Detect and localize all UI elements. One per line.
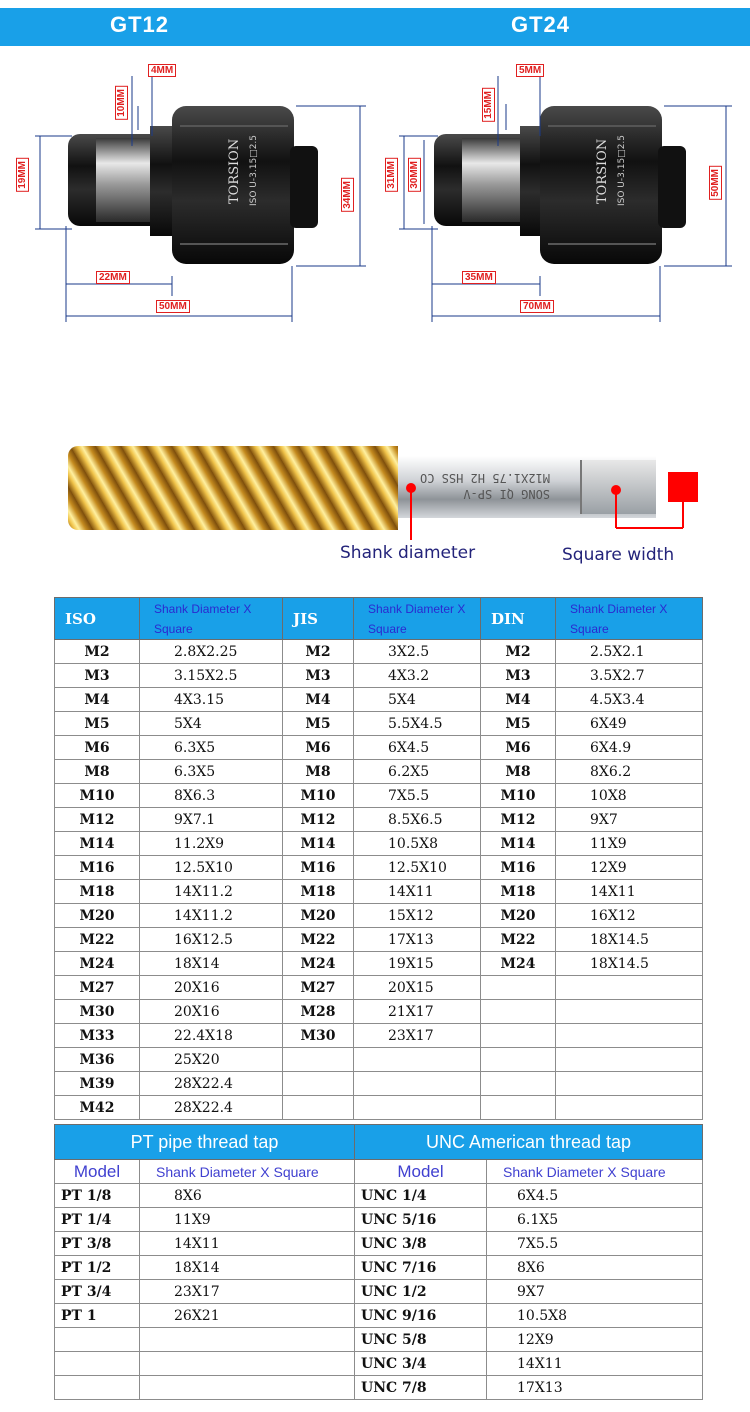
pt-title: PT pipe thread tap [55,1125,355,1160]
jis-model-cell: M12 [283,808,354,832]
svg-text:TORSION: TORSION [227,138,242,204]
pt-size-cell: 11X9 [140,1208,355,1232]
jis-model-cell: M4 [283,688,354,712]
jis-model-cell: M27 [283,976,354,1000]
iso-model-cell: M14 [55,832,140,856]
pt-size-cell [140,1376,355,1400]
din-size-cell [556,1072,703,1096]
iso-size-cell: 20X16 [140,1000,283,1024]
din-size-cell: 8X6.2 [556,760,703,784]
jis-model-cell [283,1096,354,1120]
pt-size-header: Shank Diameter X Square [140,1160,355,1184]
iso-size-cell: 12.5X10 [140,856,283,880]
gt24-dim-body: 50MM [709,166,722,200]
iso-size-cell: 25X20 [140,1048,283,1072]
din-size-cell: 14X11 [556,880,703,904]
iso-model-cell: M30 [55,1000,140,1024]
din-size-cell: 9X7 [556,808,703,832]
din-model-cell: M10 [481,784,556,808]
din-model-cell: M24 [481,952,556,976]
header-bar [0,8,750,46]
iso-model-cell: M2 [55,640,140,664]
jis-size-cell [354,1048,481,1072]
table-row [55,664,703,688]
din-model-cell: M3 [481,664,556,688]
din-size-cell: 18X14.5 [556,928,703,952]
pt-size-cell: 23X17 [140,1280,355,1304]
unc-size-cell: 12X9 [487,1328,703,1352]
din-model-cell [481,1024,556,1048]
svg-text:TORSION: TORSION [595,138,610,204]
pt-size-cell [140,1328,355,1352]
gt12-dim-gap: 4MM [148,64,176,77]
metric-table-header [55,598,703,640]
unc-size-cell: 10.5X8 [487,1304,703,1328]
table-row [55,1280,703,1304]
din-header: DIN [481,598,556,640]
pt-size-cell: 18X14 [140,1256,355,1280]
din-size-cell: 10X8 [556,784,703,808]
jis-model-cell: M3 [283,664,354,688]
jis-model-cell: M5 [283,712,354,736]
square-width-caption: Square width [562,545,675,565]
din-model-cell: M5 [481,712,556,736]
din-model-cell: M18 [481,880,556,904]
unc-size-cell: 9X7 [487,1280,703,1304]
jis-model-cell: M22 [283,928,354,952]
unc-model-header: Model [355,1160,487,1184]
unc-size-cell: 7X5.5 [487,1232,703,1256]
jis-model-cell: M18 [283,880,354,904]
jis-model-cell: M6 [283,736,354,760]
din-model-cell [481,976,556,1000]
gt24-chuck [399,76,732,322]
unc-model-cell: UNC 3/8 [355,1232,487,1256]
din-size-cell: 11X9 [556,832,703,856]
pt-size-cell: 14X11 [140,1232,355,1256]
chuck-drawings [0,46,750,376]
din-model-cell [481,1072,556,1096]
jis-model-cell: M20 [283,904,354,928]
iso-model-cell: M36 [55,1048,140,1072]
jis-size-cell [354,1072,481,1096]
iso-model-cell: M24 [55,952,140,976]
gt24-dim-depth: 15MM [482,88,495,122]
iso-size-cell: 5X4 [140,712,283,736]
jis-size-cell: 20X15 [354,976,481,1000]
pt-size-cell [140,1352,355,1376]
gt12-chuck [35,76,366,322]
jis-size-cell: 21X17 [354,1000,481,1024]
iso-model-cell: M39 [55,1072,140,1096]
jis-size-header: Shank Diameter X Square [354,598,481,640]
gt24-dim-gap: 5MM [516,64,544,77]
unc-model-cell: UNC 1/4 [355,1184,487,1208]
din-model-cell: M20 [481,904,556,928]
iso-size-cell: 16X12.5 [140,928,283,952]
pt-size-cell: 26X21 [140,1304,355,1328]
table-row [55,832,703,856]
gt12-dim-body: 34MM [341,178,354,212]
jis-size-cell: 23X17 [354,1024,481,1048]
unc-model-cell: UNC 7/16 [355,1256,487,1280]
tap-etching: SONG QI SP-V M12X1.75 H2 HSS CO [420,471,551,501]
din-model-cell [481,1096,556,1120]
pt-model-cell: PT 1/2 [55,1256,140,1280]
gt12-title: GT12 [110,12,170,37]
thread-table-titles [55,1125,703,1160]
unc-model-cell: UNC 5/16 [355,1208,487,1232]
unc-model-cell: UNC 9/16 [355,1304,487,1328]
table-row [55,1096,703,1120]
din-model-cell: M6 [481,736,556,760]
jis-model-cell: M28 [283,1000,354,1024]
pt-size-cell: 8X6 [140,1184,355,1208]
iso-model-cell: M5 [55,712,140,736]
iso-model-cell: M27 [55,976,140,1000]
iso-size-cell: 14X11.2 [140,880,283,904]
jis-size-cell: 10.5X8 [354,832,481,856]
iso-size-cell: 14X11.2 [140,904,283,928]
pt-model-cell: PT 3/8 [55,1232,140,1256]
thread-table-column-headers [55,1160,703,1184]
gt24-dim-shank-b: 30MM [408,158,421,192]
unc-size-cell: 14X11 [487,1352,703,1376]
din-size-cell [556,976,703,1000]
metric-size-table [54,597,703,1120]
table-row [55,808,703,832]
table-row [55,1000,703,1024]
din-model-cell: M8 [481,760,556,784]
table-row [55,856,703,880]
din-size-cell [556,1000,703,1024]
jis-size-cell: 17X13 [354,928,481,952]
table-row [55,1048,703,1072]
iso-model-cell: M16 [55,856,140,880]
din-model-cell: M4 [481,688,556,712]
unc-size-cell: 17X13 [487,1376,703,1400]
iso-header: ISO [55,598,140,640]
jis-model-cell: M30 [283,1024,354,1048]
jis-size-cell: 12.5X10 [354,856,481,880]
iso-model-cell: M4 [55,688,140,712]
unc-title: UNC American thread tap [355,1125,703,1160]
table-row [55,688,703,712]
iso-model-cell: M18 [55,880,140,904]
jis-model-cell [283,1048,354,1072]
din-size-cell [556,1024,703,1048]
iso-model-cell: M33 [55,1024,140,1048]
gt12-dim-shank: 19MM [16,158,29,192]
din-size-cell: 12X9 [556,856,703,880]
table-row [55,1184,703,1208]
din-model-cell: M22 [481,928,556,952]
svg-text:ISO U-3.15□2.5: ISO U-3.15□2.5 [617,134,627,206]
svg-text:ISO U-3.15□2.5: ISO U-3.15□2.5 [249,134,259,206]
gt24-dim-total: 70MM [520,300,554,313]
jis-size-cell: 5X4 [354,688,481,712]
pt-model-cell [55,1328,140,1352]
unc-model-cell: UNC 7/8 [355,1376,487,1400]
table-row [55,784,703,808]
unc-size-cell: 6X4.5 [487,1184,703,1208]
din-size-cell: 6X4.9 [556,736,703,760]
pt-model-cell: PT 3/4 [55,1280,140,1304]
din-size-cell: 2.5X2.1 [556,640,703,664]
jis-header: JIS [283,598,354,640]
table-row [55,880,703,904]
jis-size-cell [354,1096,481,1120]
jis-model-cell [283,1072,354,1096]
table-row [55,1072,703,1096]
shank-diameter-caption: Shank diameter [340,543,476,563]
table-row [55,1352,703,1376]
iso-size-cell: 11.2X9 [140,832,283,856]
table-row [55,1328,703,1352]
pt-model-cell: PT 1/4 [55,1208,140,1232]
jis-model-cell: M8 [283,760,354,784]
table-row [55,1232,703,1256]
jis-model-cell: M10 [283,784,354,808]
table-row [55,976,703,1000]
din-model-cell: M12 [481,808,556,832]
din-model-cell [481,1000,556,1024]
jis-size-cell: 14X11 [354,880,481,904]
table-row [55,1256,703,1280]
iso-size-cell: 18X14 [140,952,283,976]
unc-model-cell: UNC 1/2 [355,1280,487,1304]
table-row [55,760,703,784]
din-size-cell: 16X12 [556,904,703,928]
iso-size-header: Shank Diameter X Square [140,598,283,640]
table-row [55,736,703,760]
iso-size-cell: 2.8X2.25 [140,640,283,664]
iso-size-cell: 4X3.15 [140,688,283,712]
jis-size-cell: 6X4.5 [354,736,481,760]
table-row [55,952,703,976]
iso-size-cell: 3.15X2.5 [140,664,283,688]
unc-size-header: Shank Diameter X Square [487,1160,703,1184]
din-size-cell: 6X49 [556,712,703,736]
jis-model-cell: M14 [283,832,354,856]
din-size-cell [556,1096,703,1120]
iso-size-cell: 6.3X5 [140,736,283,760]
jis-model-cell: M24 [283,952,354,976]
unc-size-cell: 8X6 [487,1256,703,1280]
iso-size-cell: 28X22.4 [140,1072,283,1096]
table-row [55,904,703,928]
table-row [55,640,703,664]
din-size-cell: 18X14.5 [556,952,703,976]
jis-size-cell: 19X15 [354,952,481,976]
iso-model-cell: M12 [55,808,140,832]
din-model-cell [481,1048,556,1072]
table-row [55,928,703,952]
iso-model-cell: M42 [55,1096,140,1120]
pt-model-cell [55,1376,140,1400]
table-row [55,712,703,736]
iso-model-cell: M8 [55,760,140,784]
unc-model-cell: UNC 3/4 [355,1352,487,1376]
gt24-dim-shank-a: 31MM [385,158,398,192]
thread-tap-table [54,1124,703,1400]
pt-model-cell: PT 1 [55,1304,140,1328]
iso-size-cell: 22.4X18 [140,1024,283,1048]
iso-size-cell: 9X7.1 [140,808,283,832]
table-row [55,1024,703,1048]
table-row [55,1208,703,1232]
jis-size-cell: 15X12 [354,904,481,928]
jis-size-cell: 4X3.2 [354,664,481,688]
iso-size-cell: 28X22.4 [140,1096,283,1120]
table-row [55,1376,703,1400]
jis-size-cell: 8.5X6.5 [354,808,481,832]
gt12-dim-total: 50MM [156,300,190,313]
unc-model-cell: UNC 5/8 [355,1328,487,1352]
jis-size-cell: 5.5X4.5 [354,712,481,736]
iso-size-cell: 6.3X5 [140,760,283,784]
iso-size-cell: 20X16 [140,976,283,1000]
iso-model-cell: M6 [55,736,140,760]
din-size-cell [556,1048,703,1072]
unc-size-cell: 6.1X5 [487,1208,703,1232]
din-size-cell: 3.5X2.7 [556,664,703,688]
din-size-cell: 4.5X3.4 [556,688,703,712]
din-size-header: Shank Diameter X Square [556,598,703,640]
gt12-dim-shank-length: 22MM [96,271,130,284]
iso-model-cell: M22 [55,928,140,952]
pt-model-cell [55,1352,140,1376]
gt12-dim-depth: 10MM [115,86,128,120]
jis-model-cell: M2 [283,640,354,664]
gt24-dim-shank-length: 35MM [462,271,496,284]
iso-model-cell: M3 [55,664,140,688]
din-model-cell: M16 [481,856,556,880]
jis-size-cell: 6.2X5 [354,760,481,784]
gt24-title: GT24 [511,12,571,37]
pt-model-header: Model [55,1160,140,1184]
iso-size-cell: 8X6.3 [140,784,283,808]
jis-size-cell: 7X5.5 [354,784,481,808]
pt-model-cell: PT 1/8 [55,1184,140,1208]
din-model-cell: M2 [481,640,556,664]
iso-model-cell: M20 [55,904,140,928]
din-model-cell: M14 [481,832,556,856]
table-row [55,1304,703,1328]
iso-model-cell: M10 [55,784,140,808]
jis-model-cell: M16 [283,856,354,880]
jis-size-cell: 3X2.5 [354,640,481,664]
